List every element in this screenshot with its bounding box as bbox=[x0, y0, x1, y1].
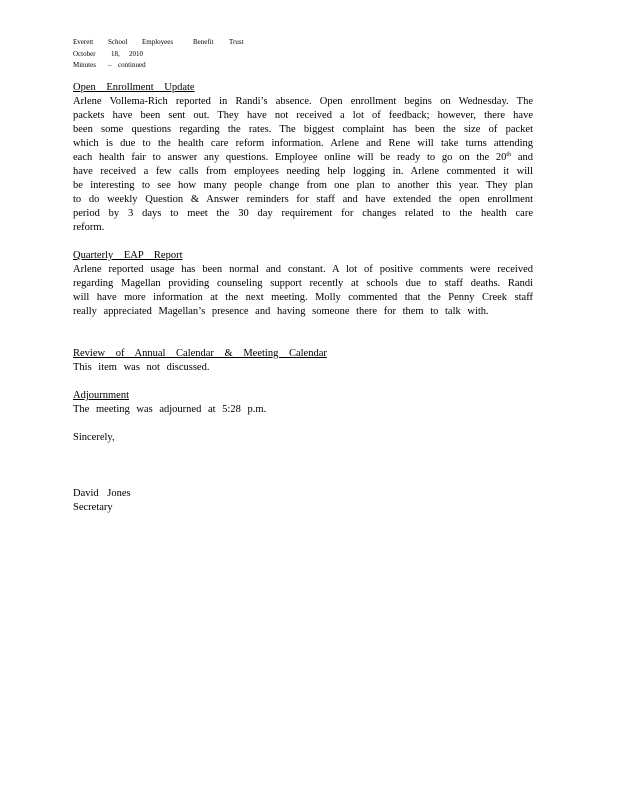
header-word: October bbox=[73, 49, 96, 58]
header-word: Trust bbox=[229, 38, 244, 46]
header-line-subtitle bbox=[73, 60, 244, 72]
section-paragraph: This item was not discussed. bbox=[73, 362, 210, 373]
section-adjournment bbox=[73, 389, 533, 417]
section-title: Quarterly EAP Report bbox=[73, 250, 183, 261]
section-calendar-review bbox=[73, 347, 533, 375]
paragraph-text: and have received a few calls from employees needing help logging in. Arlene commented it will be interesting to see how many people change from one plan to another this year. They plan to do weekly Question & Answer reminders for staff and have extended the open enrollment period by 3 days to meet the 30 day requirement for changes related to the health care reform. bbox=[73, 152, 533, 233]
header-line-organization bbox=[73, 37, 244, 49]
signer-title: Secretary bbox=[73, 502, 113, 513]
header-word: Benefit bbox=[193, 38, 214, 46]
header-word: Employees bbox=[142, 38, 174, 46]
paragraph-text: Arlene Vollema-Rich reported in Randi’s absence. Open enrollment begins on Wednesday. The packets have been sent out. They have not received a lot of feedback; however, there have been some questions regarding the rates. The biggest complaint has been the size of packet which is due to the health care reform information. Arlene and Rene will take turns attending each health fair to answer any questions. Employee online will be ready to go on the 20 bbox=[73, 96, 533, 163]
signature-block bbox=[73, 487, 533, 515]
header-word: Minutes bbox=[73, 61, 96, 69]
document-header bbox=[73, 37, 244, 72]
header-line-date bbox=[73, 49, 244, 61]
header-word: 2010 bbox=[129, 49, 143, 58]
section-title: Open Enrollment Update bbox=[73, 82, 195, 93]
header-word: – bbox=[108, 61, 112, 69]
header-word: School bbox=[108, 38, 128, 46]
header-word: 18, bbox=[111, 49, 120, 58]
section-open-enrollment bbox=[73, 81, 533, 235]
section-paragraph: Arlene reported usage has been normal and constant. A lot of positive comments were received regarding Magellan providing counseling support recently at schools due to staff deaths. Randi will have more information at the next meeting. Molly commented that the Penny Creek staff really appreciated Magellan’s presence and having someone there for them to talk with. bbox=[73, 264, 533, 317]
section-eap-report bbox=[73, 249, 533, 319]
closing-salutation: Sincerely, bbox=[73, 432, 115, 443]
header-word: continued bbox=[118, 61, 146, 69]
ordinal-suffix: th bbox=[506, 152, 512, 158]
section-title: Adjournment bbox=[73, 390, 129, 401]
header-word: Everett bbox=[73, 38, 94, 46]
section-paragraph: The meeting was adjourned at 5:28 p.m. bbox=[73, 404, 267, 415]
section-title: Review of Annual Calendar & Meeting Calendar bbox=[73, 348, 327, 359]
section-paragraph bbox=[73, 95, 533, 235]
signer-name: David Jones bbox=[73, 488, 131, 499]
